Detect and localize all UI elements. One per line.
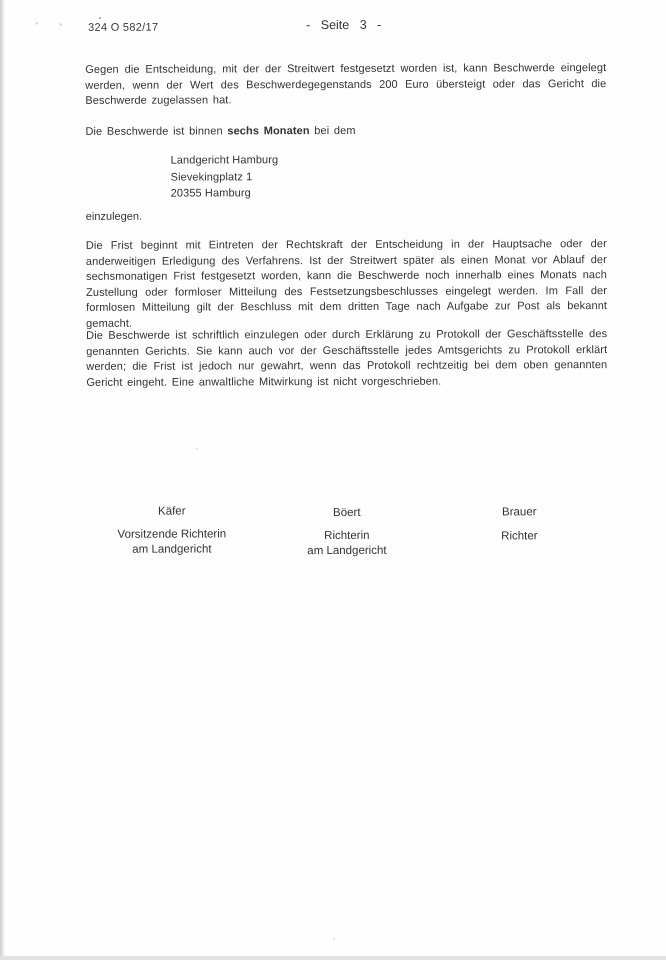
signature-name: Käfer bbox=[158, 505, 186, 518]
signature-title-line: Richter bbox=[501, 530, 538, 543]
paragraph-appeal-admissibility: Gegen die Entscheidung, mit der der Streitwert festgesetzt worden ist, kann Beschwerde eingelegt werden, wenn der Wert des Beschwerdegegenstands 200 Euro übersteigt oder das Gericht die Beschwerde zugelassen hat. bbox=[85, 62, 607, 107]
address-line-street: Sievekingplatz 1 bbox=[170, 170, 253, 184]
case-number: 324 O 582/17 bbox=[88, 21, 159, 34]
page-number-label: - Seite 3 - bbox=[306, 17, 382, 33]
signature-title-line: Vorsitzende Richterin bbox=[117, 528, 227, 541]
deadline-bold-duration: sechs Monaten bbox=[227, 125, 310, 138]
signature-name: Böert bbox=[333, 506, 361, 520]
signature-column-boeert bbox=[267, 506, 427, 560]
deadline-suffix: bei dem bbox=[309, 124, 356, 138]
signature-title-line: am Landgericht bbox=[307, 544, 387, 558]
einzulegen-line: einzulegen. bbox=[85, 210, 143, 223]
signature-title-line: am Landgericht bbox=[132, 543, 212, 556]
address-line-court: Landgericht Hamburg bbox=[170, 154, 279, 167]
court-address bbox=[171, 152, 279, 202]
signature-column-kaefer bbox=[87, 504, 257, 558]
signature-name: Brauer bbox=[502, 506, 537, 519]
paragraph-deadline-details: Die Frist beginnt mit Eintreten der Rechtskraft der Entscheidung in der Hauptsache oder der anderweitigen Erledigung des Verfahrens. Ist der Streitwert später als einen Monat vor Ablauf der sechsmonatigen Frist festgesetzt worden, kann die Beschwerde noch innerhalb eines Monats nach Zustellung oder formloser Mitteilung des Festsetzungsbeschlusses eingelegt werden. Im Fall der formlosen Mitteilung gilt der Beschluss mit dem dritten Tage nach Aufgabe zur Post als bekannt gemacht. bbox=[85, 238, 608, 330]
signature-column-brauer bbox=[442, 505, 597, 545]
deadline-prefix: Die Beschwerde ist binnen bbox=[85, 125, 228, 138]
address-line-city: 20355 Hamburg bbox=[170, 187, 251, 200]
signature-block bbox=[2, 501, 666, 573]
scan-speck-artifact: ' bbox=[60, 22, 62, 32]
scan-speck-artifact: ' bbox=[36, 21, 38, 31]
signature-title-line: Richterin bbox=[324, 529, 370, 543]
paragraph-deadline bbox=[85, 123, 606, 140]
paragraph-form-requirements: Die Beschwerde ist schriftlich einzulegen oder durch Erklärung zu Protokoll der Geschäftsstelle des genannten Gerichts. Sie kann auch vor der Geschäftsstelle jedes Amtsgerichts zu Protokoll erklärt werden; die Frist ist jedoch nur gewahrt, wenn das Protokoll rechtzeitig bei dem oben genannten Gericht eingeht. Eine anwaltliche Mitwirkung ist nicht vorgeschrieben. bbox=[86, 328, 608, 389]
